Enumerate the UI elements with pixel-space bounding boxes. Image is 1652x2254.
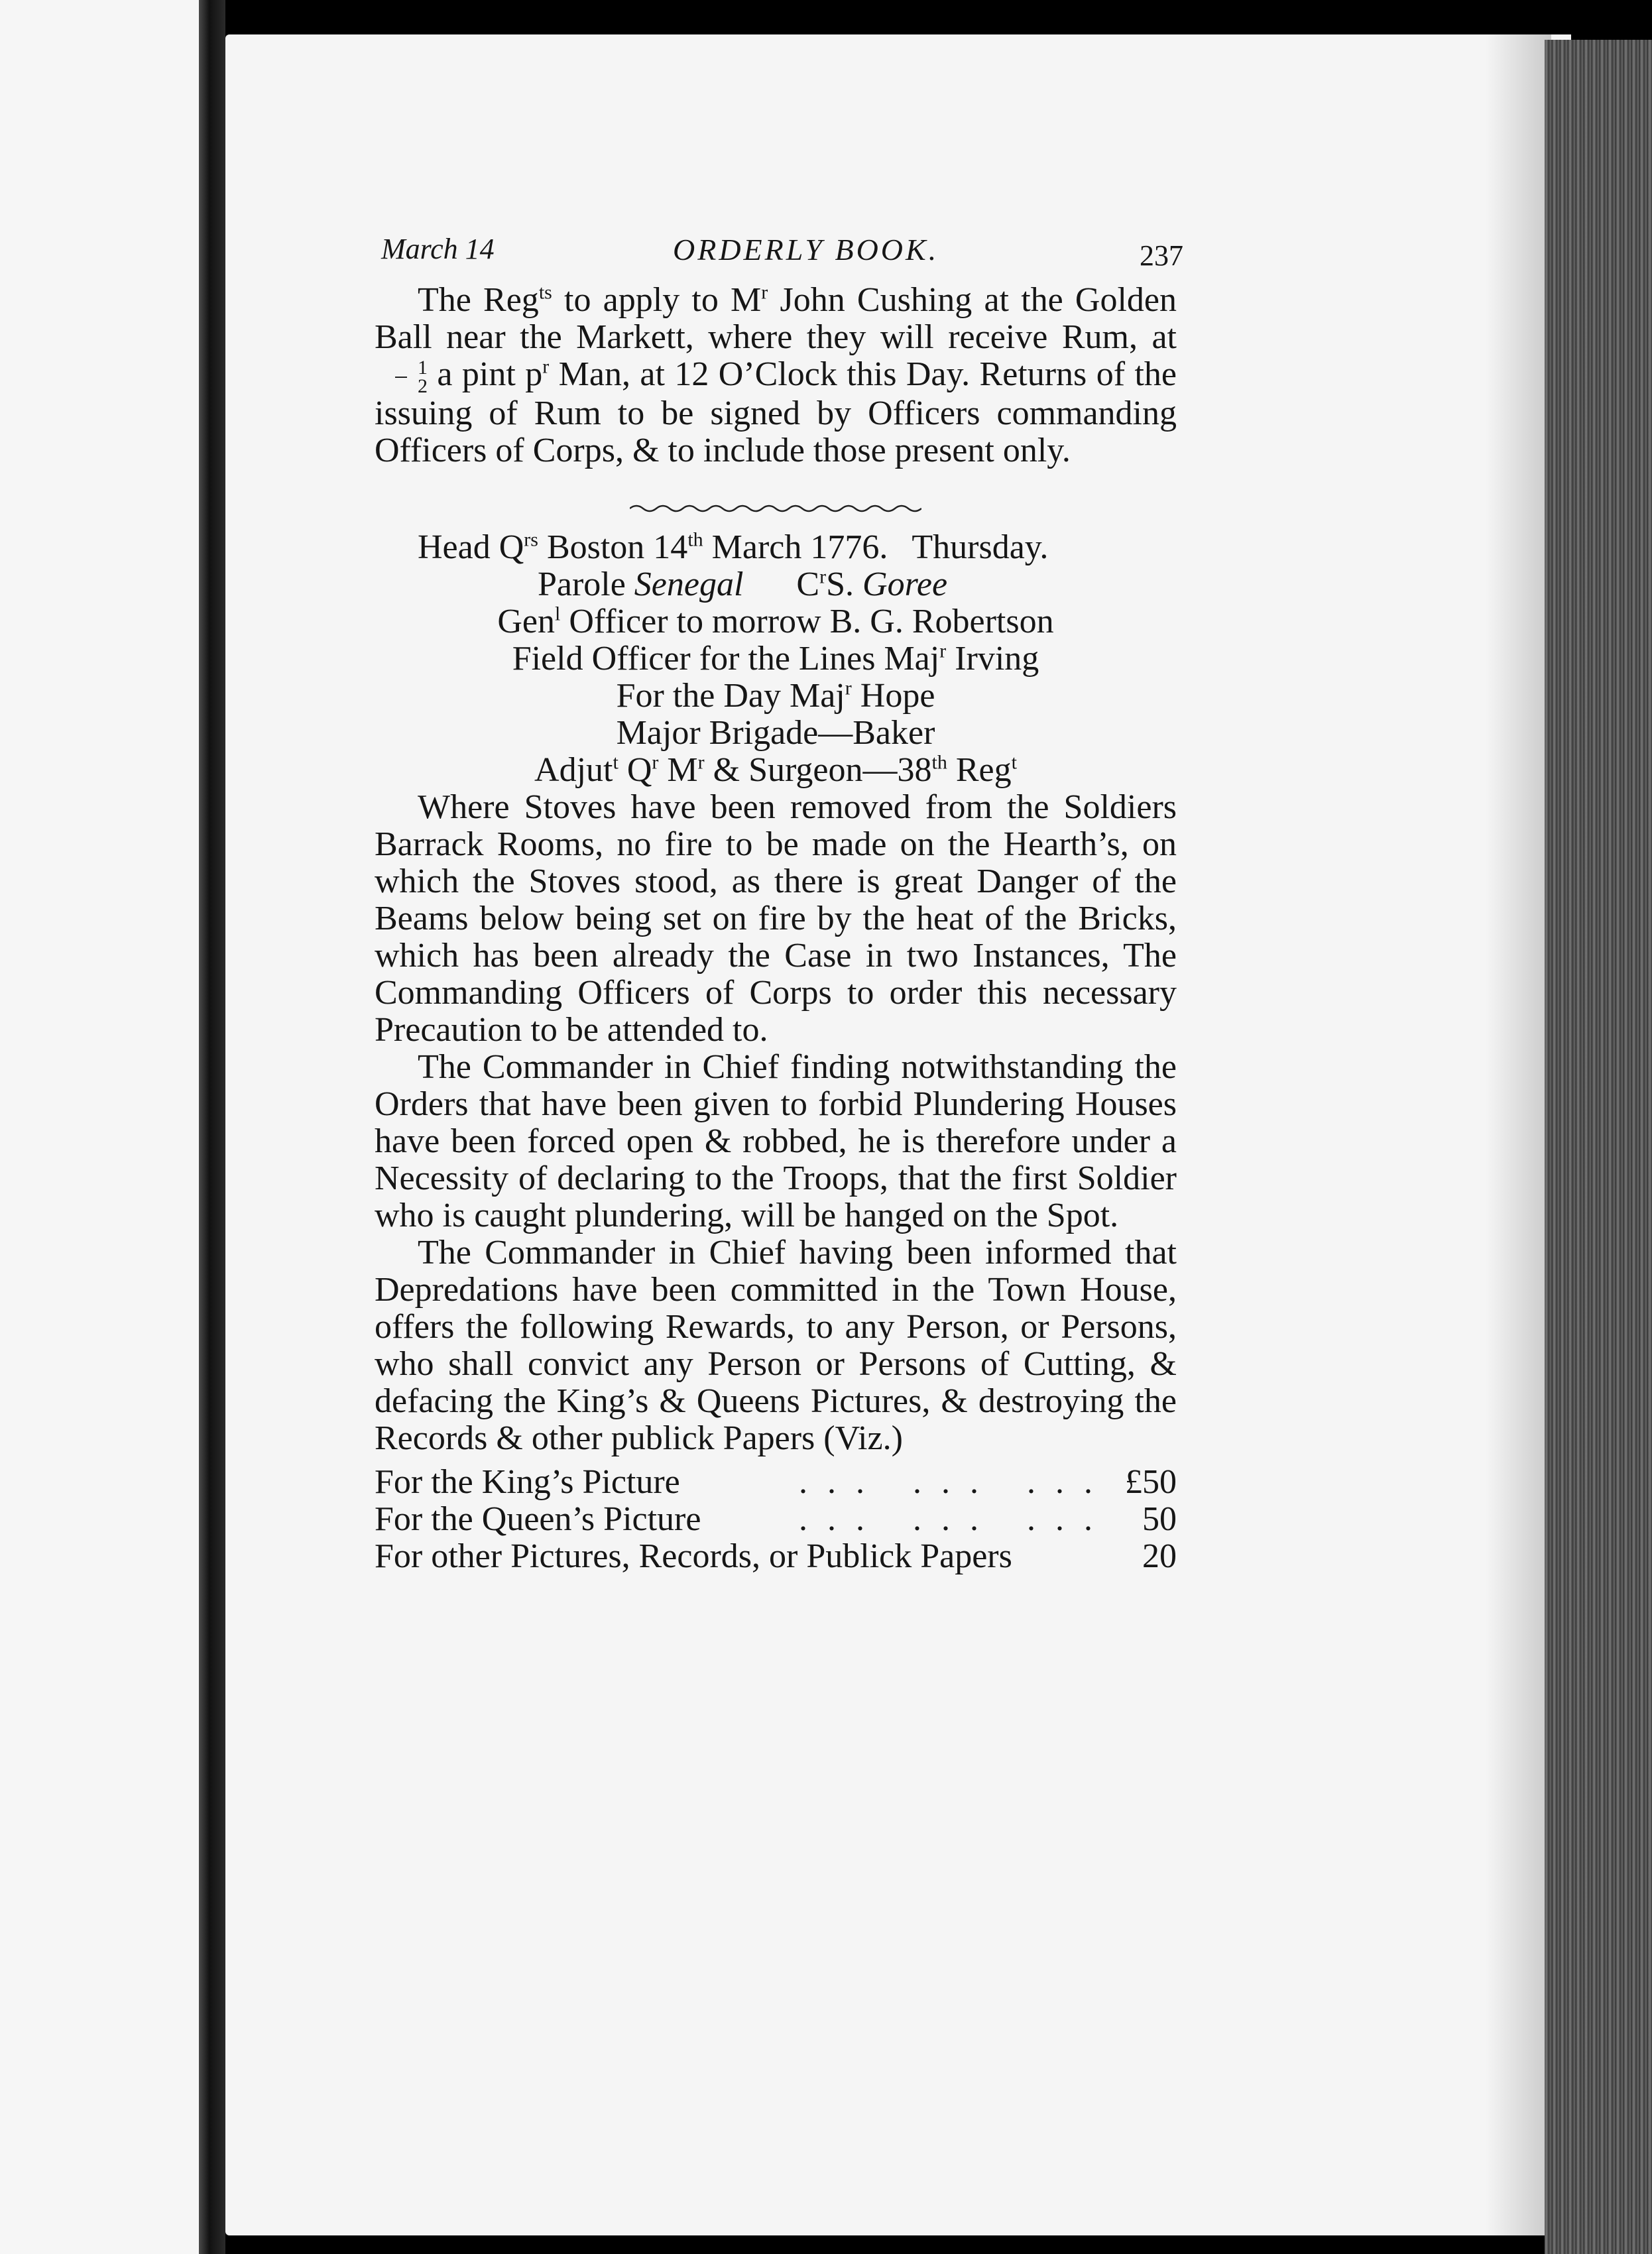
text: C (796, 565, 820, 604)
adjutant-line (375, 752, 1177, 789)
paragraph-rum (375, 282, 1177, 469)
left-page-line (0, 1317, 76, 1352)
left-page-line (0, 1009, 76, 1045)
text: John Cushing at the Golden Ball near the Markett, where they will receive Rum, at (375, 281, 1177, 356)
left-page-line (0, 1494, 76, 1530)
fraction-half (375, 357, 428, 398)
text: M (658, 751, 698, 790)
heading-day: Thursday. (912, 528, 1049, 567)
text: & Surgeon—38 (704, 751, 932, 790)
left-page-line (0, 514, 76, 550)
reward-leader-dots: ... ... ... (799, 1463, 1112, 1502)
superscript: l (555, 603, 561, 625)
left-page-line (0, 587, 76, 623)
left-page-line (0, 841, 76, 876)
left-page-line (0, 330, 76, 366)
field-officer-line (375, 640, 1177, 678)
superscript: r (697, 751, 705, 774)
text: Irving (946, 640, 1039, 678)
left-page-line (0, 477, 76, 513)
text: March 1776. (703, 528, 888, 567)
left-page-line (0, 550, 76, 586)
page-shadow (1485, 34, 1551, 2235)
left-page-line (0, 1458, 76, 1494)
text: The Reg (418, 281, 539, 319)
reward-label: For the Queen’s Picture (375, 1500, 701, 1539)
text: For the Day Maj (616, 677, 845, 715)
page-number: 237 (1140, 239, 1183, 272)
text: Head Q (418, 528, 524, 567)
reward-row (375, 1538, 1177, 1575)
reward-label: For the King’s Picture (375, 1463, 680, 1502)
reward-label: For other Pictures, Records, or Publick Papers (375, 1537, 1012, 1576)
left-page-line (0, 1281, 76, 1317)
text: Reg (947, 751, 1012, 790)
superscript: t (1011, 751, 1017, 774)
reward-row (375, 1464, 1177, 1501)
running-head-date: March 14 (381, 233, 495, 265)
day-officer-line (375, 678, 1177, 715)
wavy-rule-icon (630, 499, 921, 518)
left-page-line (0, 624, 76, 660)
left-page-line (0, 1352, 76, 1388)
parole-line (375, 566, 1110, 603)
reward-row (375, 1501, 1177, 1538)
text: Field Officer for the Lines Maj (512, 640, 940, 678)
wavy-rule-ornament (375, 489, 1177, 516)
reward-amount: £50 (1125, 1463, 1177, 1502)
left-page-line (0, 440, 76, 476)
left-page-line (0, 1169, 76, 1205)
left-page-line (0, 403, 76, 439)
page-edges (1545, 40, 1652, 2254)
superscript: r (819, 565, 827, 588)
superscript: r (542, 355, 550, 378)
reward-amount: 20 (1142, 1537, 1177, 1576)
left-page-line (0, 1602, 76, 1637)
superscript: r (845, 677, 852, 699)
paragraph-plundering: The Commander in Chief finding notwithstanding the Orders that have been given to forbid Plundering Houses have been forced open & robbed, he is therefore under a Necessity of declaring to the Troops, that the first Soldier who is caught plundering, will be hanged on the Spot. (375, 1048, 1177, 1235)
text: Hope (851, 677, 935, 715)
reward-amount: 50 (1142, 1500, 1177, 1539)
page-body (375, 282, 1177, 1575)
fraction-numerator: 1 (418, 357, 428, 379)
superscript: th (687, 528, 703, 551)
countersign-word: Goree (862, 565, 948, 604)
paragraph-stoves: Where Stoves have been removed from the Soldiers Barrack Rooms, no fire to be made on the Hearth’s, on which the Stoves stood, as there is great Danger of the Beams below being set on fire by the heat of the Bricks, which has been already the Case in two Instances, The Commanding Officers of Corps to order this necessary Precaution to be attended to. (375, 788, 1177, 1049)
text: Parole (537, 565, 634, 604)
reward-leader-dots: ... ... ... (799, 1500, 1112, 1539)
superscript: t (613, 751, 619, 774)
superscript: th (931, 751, 947, 774)
book-gutter (199, 0, 225, 2254)
left-page (0, 0, 199, 2254)
text: Adjut (534, 751, 613, 790)
superscript: r (761, 281, 768, 304)
text: Man, at 12 O’Clock this Day. Returns of the issuing of Rum to be signed by Officers commanding Officers of Corps, & to include those present only. (375, 355, 1177, 470)
running-head-title: ORDERLY BOOK. (673, 233, 939, 267)
orders-heading (418, 529, 1177, 566)
left-page-line (0, 1530, 76, 1566)
text: to apply to M (552, 281, 762, 319)
left-page-line (0, 1566, 76, 1602)
paragraph-rewards: The Commander in Chief having been informed that Depredations have been committed in the Town House, offers the following Rewards, to any Person, or Persons, who shall convict any Person or Persons of Cutting, & defacing the King’s & Queens Pictures, & destroying the Records & other publick Papers (Viz.) (375, 1234, 1177, 1458)
superscript: r (652, 751, 659, 774)
text: Gen (497, 603, 556, 641)
general-officer-line (375, 603, 1177, 640)
text: S. (826, 565, 863, 604)
left-page-line (0, 1245, 76, 1281)
left-page-line (0, 1388, 76, 1424)
left-page-line (0, 769, 76, 805)
text: a pint p (428, 355, 543, 393)
left-page-line (0, 1134, 76, 1169)
left-page-line (0, 232, 80, 268)
fraction-denominator: 2 (418, 375, 428, 398)
parole-word: Senegal (634, 565, 744, 604)
brigade-line: Major Brigade—Baker (616, 714, 935, 752)
text: Boston 14 (538, 528, 688, 567)
superscript: r (939, 640, 947, 662)
text: Q (618, 751, 652, 790)
superscript: ts (538, 281, 552, 304)
running-head (381, 232, 1183, 272)
text: Officer to morrow B. G. Robertson (560, 603, 1054, 641)
rewards-list (375, 1464, 1177, 1575)
superscript: rs (524, 528, 538, 551)
left-page-line (0, 293, 76, 329)
left-page-line (0, 1045, 76, 1081)
